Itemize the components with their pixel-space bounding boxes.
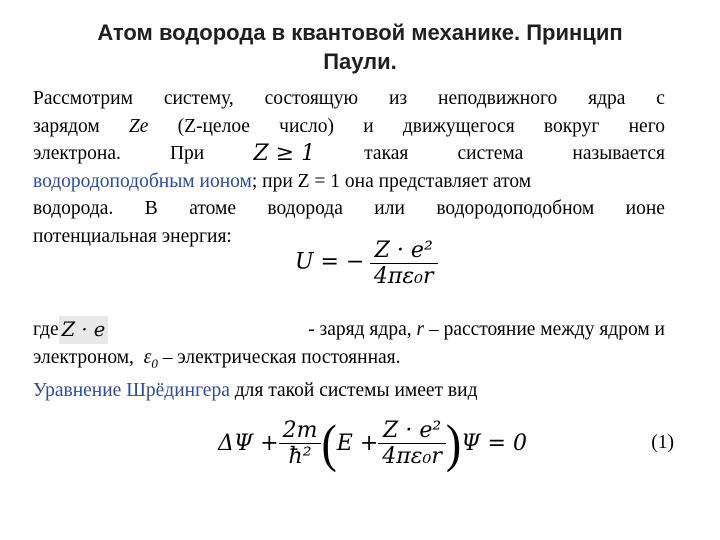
paragraph-line (33, 113, 665, 141)
word: и (363, 115, 374, 137)
formula-part: ΔΨ + (218, 431, 279, 456)
formula-lhs: U = − (295, 249, 365, 275)
slide-title-line-1: Атом водорода в квантовой механике. Принцип (97, 20, 623, 45)
word: электроном, (33, 346, 134, 368)
close-paren: ) (445, 413, 462, 473)
fraction (370, 238, 438, 289)
paragraph-line (33, 195, 665, 223)
word: число) (279, 115, 335, 137)
formula-part: Ψ = 0 (461, 431, 527, 456)
word: вокруг (543, 115, 600, 137)
fraction-numerator: Z · e² (374, 238, 433, 263)
inline-formula-ze: Z · e (59, 316, 109, 344)
hydrogen-like-ion-link[interactable]: водородоподобным ионом (33, 170, 252, 192)
fraction-numerator: 2m (282, 418, 318, 443)
word: называется (572, 143, 665, 164)
word: движущегося (402, 115, 515, 137)
fraction-denominator: 4πε₀r (373, 264, 434, 289)
line-text: для такой системы имеет вид (229, 379, 478, 401)
paragraph-line (33, 316, 665, 344)
paragraph-line: потенциальная энергия: (33, 225, 232, 247)
potential-energy-formula (295, 238, 438, 289)
slide-title (0, 18, 720, 76)
fraction (378, 418, 446, 469)
fraction-denominator: ħ² (288, 444, 312, 469)
schrodinger-equation-link[interactable]: Уравнение Шрёдингера (33, 379, 230, 401)
word: систему, (163, 88, 234, 109)
paragraph-line (33, 85, 665, 113)
word: В (144, 198, 158, 219)
word: система (457, 143, 524, 164)
word: водорода. (33, 198, 114, 219)
slide-title-line-2: Паули. (323, 49, 397, 74)
word: При (169, 143, 205, 164)
word: атоме (189, 198, 236, 219)
word: такая (364, 143, 409, 164)
word: ионе (625, 198, 665, 219)
epsilon-symbol: ε (143, 346, 152, 368)
word: из (389, 88, 408, 109)
line-text: - заряд ядра, (308, 319, 412, 340)
epsilon-subscript: 0 (151, 355, 158, 371)
fraction (279, 418, 322, 469)
word: неподвижного (438, 88, 558, 109)
word: него (628, 115, 665, 137)
equation-number: (1) (651, 432, 674, 453)
word: с (656, 88, 665, 109)
word: или (374, 198, 405, 219)
explanation-paragraph (33, 316, 665, 404)
inline-formula-z-ge-1: Z ≥ 1 (253, 141, 316, 166)
word: электрона. (33, 143, 121, 164)
word: водорода (267, 198, 343, 219)
word: зарядом (33, 115, 100, 137)
paragraph-line (33, 168, 665, 196)
line-text: ; при Z = 1 она представляет атом (251, 170, 532, 192)
intro-paragraph (33, 85, 665, 250)
line-text: – расстояние между ядром и (428, 319, 665, 340)
word: (Z-целое (177, 115, 250, 137)
formula-part: E + (336, 431, 379, 456)
word: состоящую (264, 88, 359, 109)
schrodinger-equation (218, 413, 527, 473)
word: ядра (588, 88, 626, 109)
charge-symbol: Ze (128, 115, 149, 137)
fraction-numerator: Z · e² (383, 418, 442, 443)
paragraph-line (33, 344, 665, 377)
fraction-denominator: 4πε₀r (382, 444, 442, 469)
paragraph-line (33, 140, 665, 168)
distance-symbol: r (416, 319, 425, 340)
word: Рассмотрим (33, 88, 133, 109)
line-text: – электрическая постоянная. (162, 346, 401, 368)
paragraph-line (33, 377, 665, 405)
open-paren: ( (321, 413, 337, 473)
word: где (33, 319, 59, 340)
word: водородоподобном (436, 198, 595, 219)
